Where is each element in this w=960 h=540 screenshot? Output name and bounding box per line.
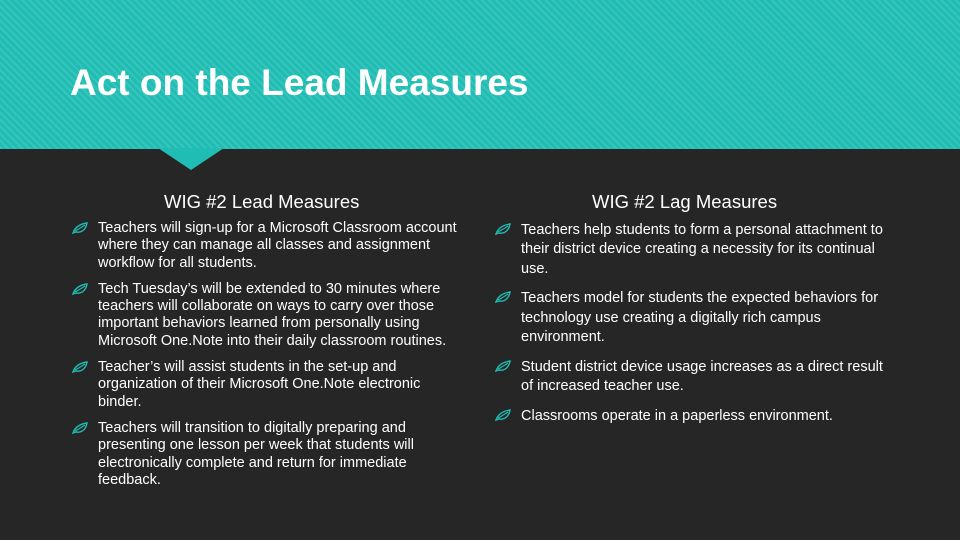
list-item-text: Teachers model for students the expected behaviors for technology use creating a digitally rich campus environment. — [521, 290, 879, 345]
list-item-text: Student district device usage increases as a direct result of increased teacher use. — [521, 358, 883, 395]
list-item-text: Classrooms operate in a paperless environment. — [521, 407, 833, 424]
list-item-text: Teacher’s will assist students in the set-up and organization of their Microsoft One.Note electronic binder. — [98, 359, 421, 410]
list-item-text: Teachers will transition to digitally preparing and presenting one lesson per week that students will electronically complete and return for immediate feedback. — [98, 419, 414, 488]
leaf-icon — [72, 422, 89, 434]
leaf-icon — [495, 409, 512, 421]
list-item[interactable] — [493, 221, 897, 279]
leaf-icon — [72, 283, 89, 295]
leaf-icon — [72, 361, 89, 373]
list-item[interactable] — [70, 420, 462, 489]
lead-measures-heading[interactable]: WIG #2 Lead Measures — [164, 191, 360, 212]
title-banner — [0, 0, 960, 149]
leaf-icon — [72, 222, 89, 234]
list-item[interactable] — [70, 359, 462, 411]
list-item[interactable] — [493, 407, 897, 426]
list-item[interactable] — [70, 281, 462, 350]
list-item[interactable] — [493, 289, 897, 347]
list-item[interactable] — [493, 358, 897, 397]
banner-notch — [158, 148, 224, 170]
leaf-icon — [495, 291, 512, 303]
list-item-text: Tech Tuesday’s will be extended to 30 minutes where teachers will collaborate on ways to carry over those important behaviors learned from personally using Microsoft One.Note into their daily classroom routines. — [98, 280, 447, 349]
lead-measures-list — [70, 220, 462, 498]
lag-measures-heading[interactable]: WIG #2 Lag Measures — [592, 191, 778, 212]
lag-measures-list — [493, 221, 897, 437]
list-item-text: Teachers will sign-up for a Microsoft Classroom account where they can manage all classes and assignment workflow for all students. — [98, 220, 457, 271]
slide-title[interactable]: Act on the Lead Measures — [70, 62, 529, 103]
leaf-icon — [495, 223, 512, 235]
list-item-text: Teachers help students to form a personal attachment to their district device creating a necessity for its continual use. — [521, 222, 883, 277]
list-item[interactable] — [70, 220, 462, 272]
leaf-icon — [495, 360, 512, 372]
